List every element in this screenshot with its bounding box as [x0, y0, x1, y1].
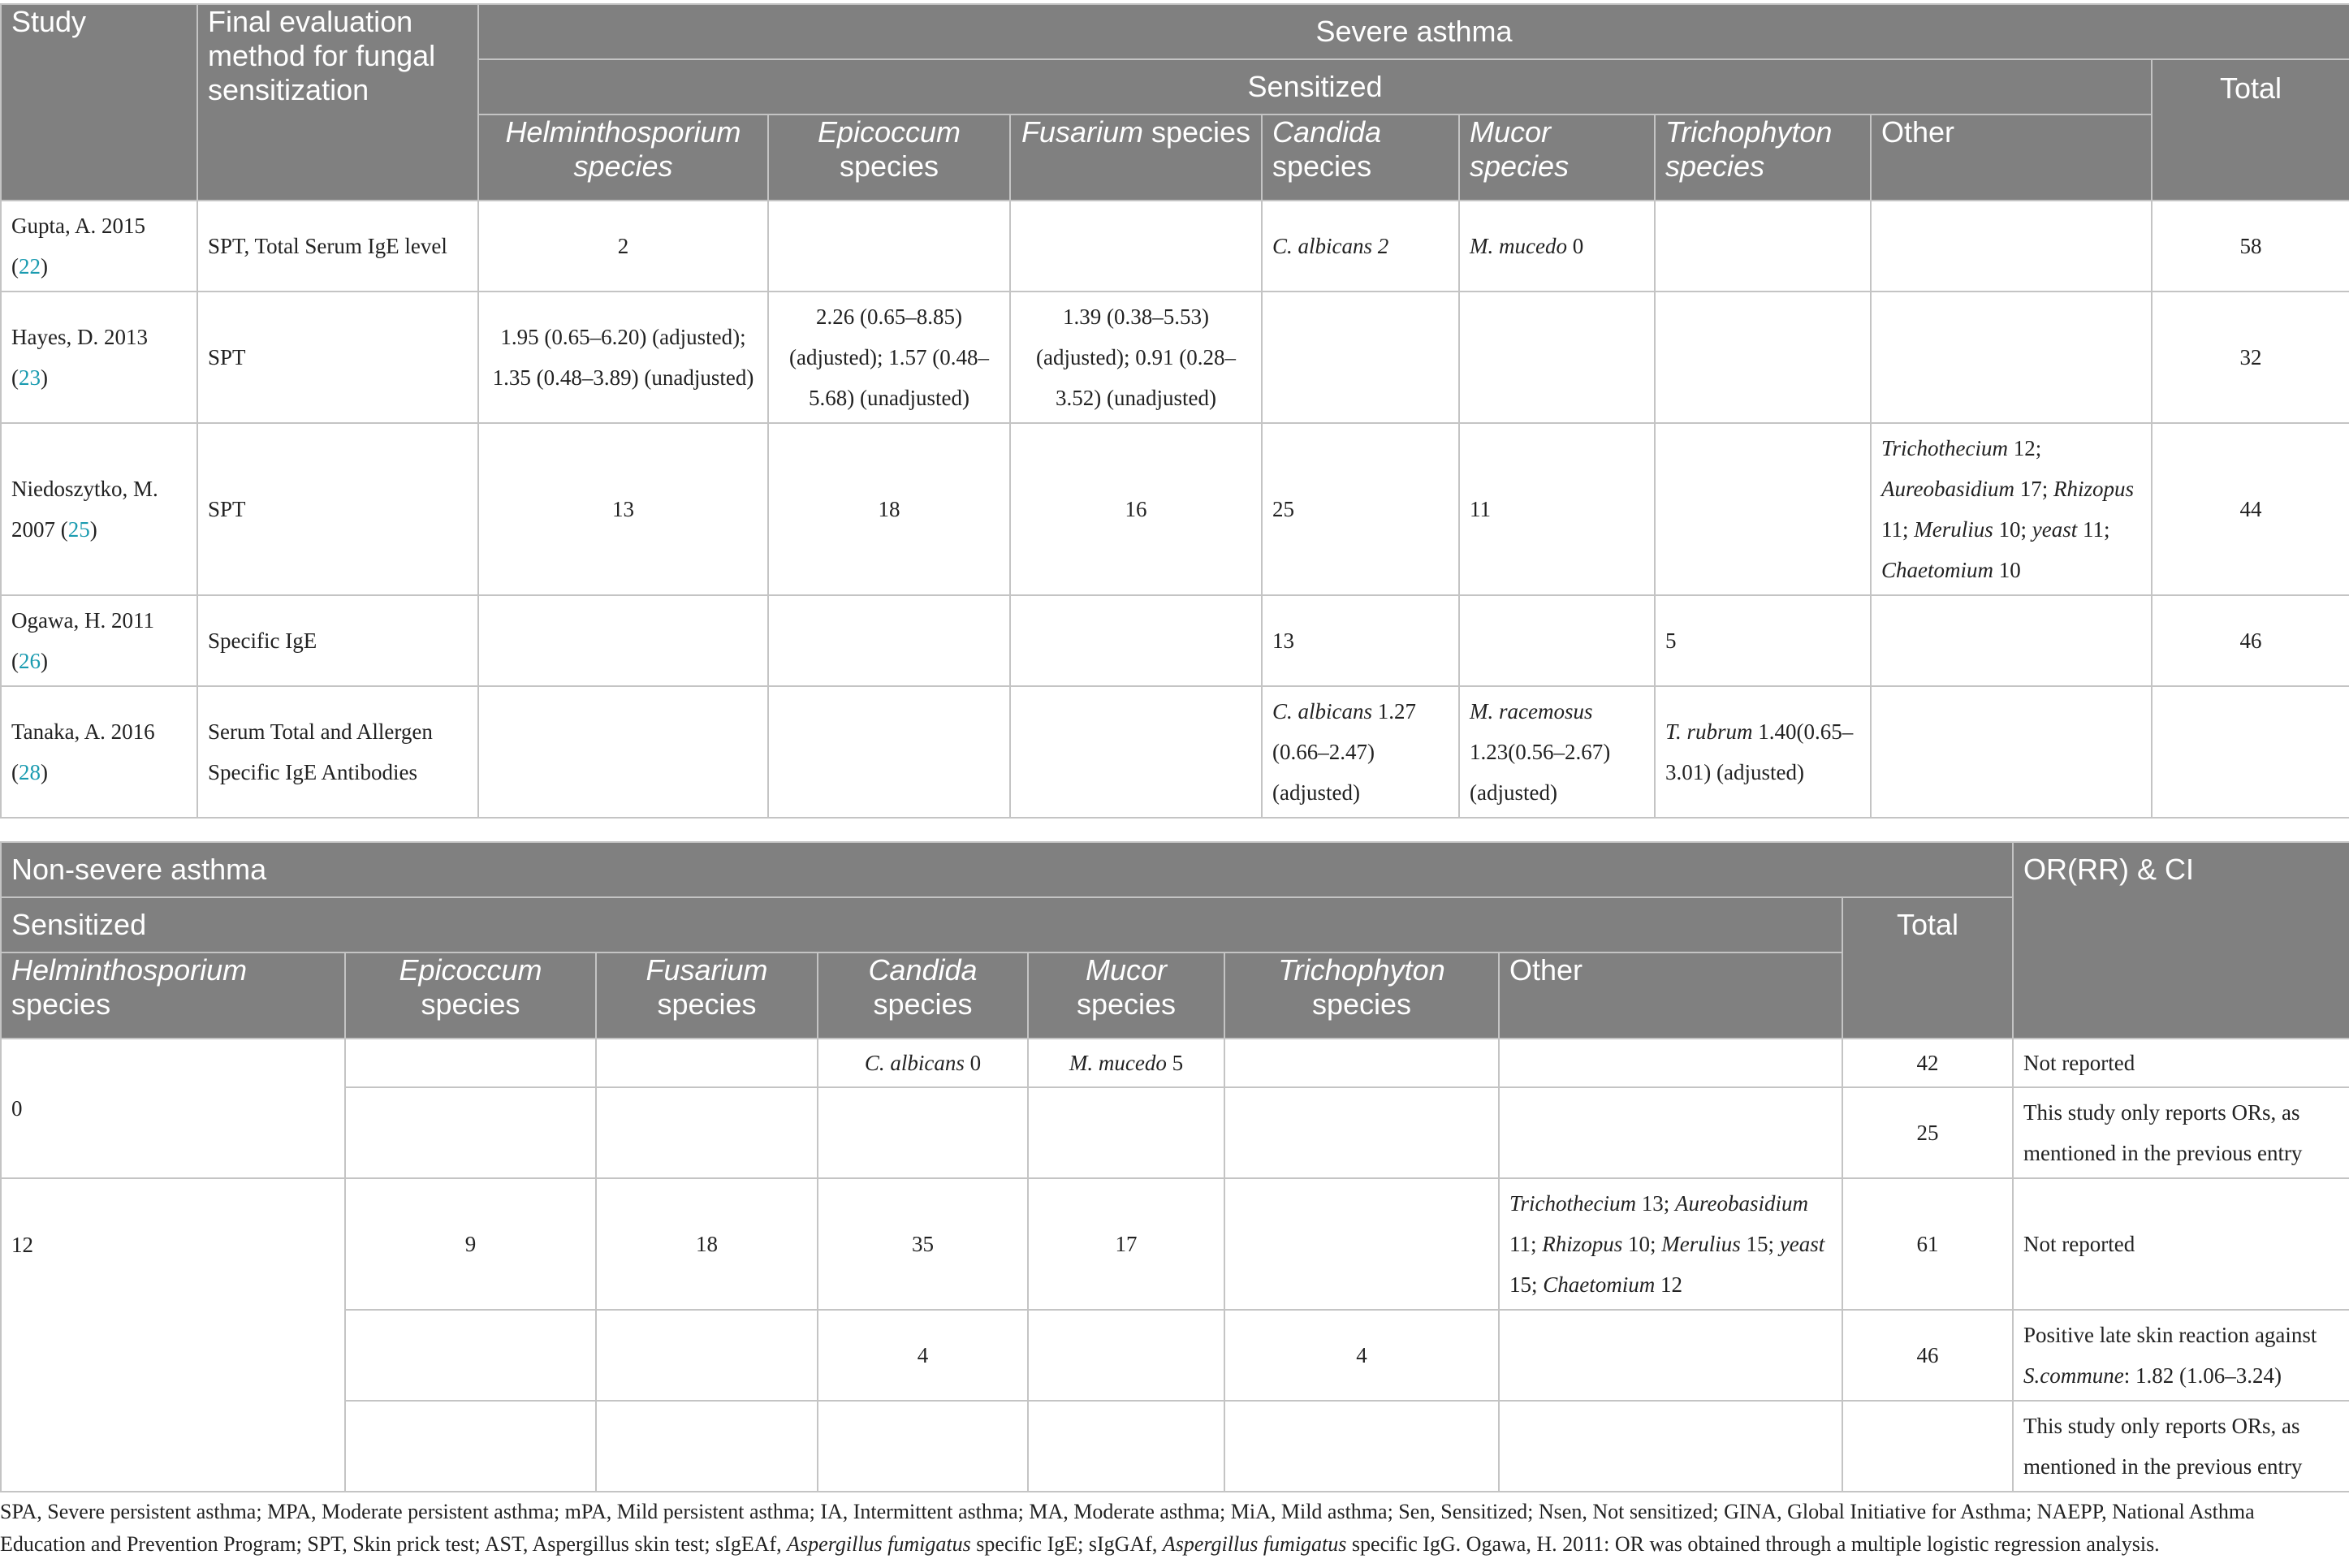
- other-cell: [1499, 1039, 1842, 1087]
- mucor-cell: [1028, 1310, 1224, 1401]
- total-cell: [1842, 1401, 2013, 1492]
- method-cell: Specific IgE: [197, 595, 478, 686]
- header-study: Study: [1, 4, 197, 201]
- epicoccum-cell: [768, 686, 1010, 818]
- epicoccum-cell: [768, 201, 1010, 292]
- header-fusarium: Fusarium species: [596, 952, 818, 1039]
- other-cell: [1871, 201, 2152, 292]
- reference-link[interactable]: 22: [19, 254, 41, 279]
- trichophyton-cell: [1224, 1178, 1499, 1310]
- trichophyton-cell: 4: [1224, 1310, 1499, 1401]
- candida-cell: C. albicans 2: [1262, 201, 1459, 292]
- header-severe-asthma: Severe asthma: [478, 4, 2349, 59]
- header-helminthosporium: Helminthosporium species: [1, 952, 345, 1039]
- total-cell: 32: [2152, 292, 2349, 423]
- header-trichophyton: Trichophyton species: [1224, 952, 1499, 1039]
- study-cell: Gupta, A. 2015 (22): [1, 201, 197, 292]
- or-ci-cell: Not reported: [2013, 1178, 2349, 1310]
- mucor-cell: 17: [1028, 1178, 1224, 1310]
- candida-cell: [818, 1401, 1028, 1492]
- fusarium-cell: 18: [596, 1178, 818, 1310]
- helminthosporium-cell: 12: [1, 1178, 345, 1492]
- table-row: [1, 201, 2349, 292]
- header-sensitized: Sensitized: [1, 897, 1842, 952]
- other-cell: [1499, 1087, 1842, 1178]
- header-non-severe-asthma: Non-severe asthma: [1, 842, 2013, 897]
- header-helminthosporium: Helminthosporium species: [478, 114, 768, 201]
- other-cell: [1499, 1401, 1842, 1492]
- total-cell: 61: [1842, 1178, 2013, 1310]
- study-cell: Hayes, D. 2013 (23): [1, 292, 197, 423]
- other-cell: [1499, 1310, 1842, 1401]
- trichophyton-cell: [1655, 423, 1871, 595]
- mucor-cell: M. mucedo 5: [1028, 1039, 1224, 1087]
- other-cell: [1871, 292, 2152, 423]
- fusarium-cell: [1010, 595, 1262, 686]
- or-ci-cell: This study only reports ORs, as mentioned in the previous entry: [2013, 1087, 2349, 1178]
- total-cell: 46: [1842, 1310, 2013, 1401]
- trichophyton-cell: [1224, 1039, 1499, 1087]
- table-row: [1, 1178, 2349, 1310]
- method-cell: SPT, Total Serum IgE level: [197, 201, 478, 292]
- header-or-ci: OR(RR) & CI: [2013, 842, 2349, 1039]
- epicoccum-cell: [345, 1039, 596, 1087]
- header-mucor: Mucor species: [1028, 952, 1224, 1039]
- header-fusarium: Fusarium species: [1010, 114, 1262, 201]
- non-severe-asthma-table: [0, 841, 2349, 1492]
- total-cell: 46: [2152, 595, 2349, 686]
- candida-cell: 13: [1262, 595, 1459, 686]
- study-cell: Ogawa, H. 2011 (26): [1, 595, 197, 686]
- or-ci-cell: Not reported: [2013, 1039, 2349, 1087]
- other-cell: [1871, 686, 2152, 818]
- fusarium-cell: [1010, 201, 1262, 292]
- header-sensitized: Sensitized: [478, 59, 2152, 114]
- fusarium-cell: 1.39 (0.38–5.53) (adjusted); 0.91 (0.28–3.52) (unadjusted): [1010, 292, 1262, 423]
- other-cell: [1871, 595, 2152, 686]
- mucor-cell: [1028, 1401, 1224, 1492]
- or-ci-cell: Positive late skin reaction against S.commune: 1.82 (1.06–3.24): [2013, 1310, 2349, 1401]
- other-cell: Trichothecium 13; Aureobasidium 11; Rhizopus 10; Merulius 15; yeast 15; Chaetomium 12: [1499, 1178, 1842, 1310]
- reference-link[interactable]: 23: [19, 365, 41, 390]
- header-epicoccum: Epicoccum species: [345, 952, 596, 1039]
- reference-link[interactable]: 26: [19, 649, 41, 673]
- reference-link[interactable]: 28: [19, 760, 41, 784]
- trichophyton-cell: [1224, 1087, 1499, 1178]
- candida-cell: 35: [818, 1178, 1028, 1310]
- header-other: Other: [1871, 114, 2152, 201]
- header-trichophyton: Trichophyton species: [1655, 114, 1871, 201]
- header-mucor: Mucor species: [1459, 114, 1655, 201]
- total-cell: 42: [1842, 1039, 2013, 1087]
- helminthosporium-cell: 2: [478, 201, 768, 292]
- fusarium-cell: [596, 1087, 818, 1178]
- epicoccum-cell: 18: [768, 423, 1010, 595]
- or-ci-cell: This study only reports ORs, as mentioned in the previous entry: [2013, 1401, 2349, 1492]
- mucor-cell: M. mucedo 0: [1459, 201, 1655, 292]
- fusarium-cell: [596, 1401, 818, 1492]
- other-cell: Trichothecium 12; Aureobasidium 17; Rhizopus 11; Merulius 10; yeast 11; Chaetomium 10: [1871, 423, 2152, 595]
- candida-cell: 4: [818, 1310, 1028, 1401]
- table-row: [1, 423, 2349, 595]
- trichophyton-cell: [1655, 201, 1871, 292]
- study-cell: Tanaka, A. 2016 (28): [1, 686, 197, 818]
- table-row: [1, 292, 2349, 423]
- total-cell: 58: [2152, 201, 2349, 292]
- epicoccum-cell: [345, 1310, 596, 1401]
- mucor-cell: [1459, 292, 1655, 423]
- fusarium-cell: [596, 1310, 818, 1401]
- mucor-cell: 11: [1459, 423, 1655, 595]
- helminthosporium-cell: 0: [1, 1039, 345, 1178]
- trichophyton-cell: [1224, 1401, 1499, 1492]
- helminthosporium-cell: 1.95 (0.65–6.20) (adjusted); 1.35 (0.48–3.89) (unadjusted): [478, 292, 768, 423]
- table-row: [1, 686, 2349, 818]
- method-cell: SPT: [197, 292, 478, 423]
- mucor-cell: M. racemosus 1.23(0.56–2.67) (adjusted): [1459, 686, 1655, 818]
- total-cell: 25: [1842, 1087, 2013, 1178]
- helminthosporium-cell: 13: [478, 423, 768, 595]
- table-footnote: SPA, Severe persistent asthma; MPA, Moderate persistent asthma; mPA, Mild persistent asthma; IA, Intermittent asthma; MA, Moderate asthma; MiA, Mild asthma; Sen, Sensitized; Nsen, Not sensitized; GINA, Global Initiative for Asthma; NAEPP, National Asthma Education and Prevention Program; SPT, Skin prick test; AST, Aspergillus skin test; sIgEAf, Aspergillus fumigatus specific IgE; sIgGAf, Aspergillus fumigatus specific IgG. Ogawa, H. 2011: OR was obtained through a multiple logistic regression analysis.: [0, 1500, 2255, 1556]
- helminthosporium-cell: [478, 686, 768, 818]
- table-row: [1, 1310, 2349, 1401]
- candida-cell: C. albicans 0: [818, 1039, 1028, 1087]
- epicoccum-cell: [768, 595, 1010, 686]
- header-candida: Candida species: [1262, 114, 1459, 201]
- fusarium-cell: [1010, 686, 1262, 818]
- candida-cell: C. albicans 1.27 (0.66–2.47) (adjusted): [1262, 686, 1459, 818]
- mucor-cell: [1459, 595, 1655, 686]
- trichophyton-cell: 5: [1655, 595, 1871, 686]
- mucor-cell: [1028, 1087, 1224, 1178]
- table-row: [1, 1401, 2349, 1492]
- header-other: Other: [1499, 952, 1842, 1039]
- header-candida: Candida species: [818, 952, 1028, 1039]
- epicoccum-cell: 2.26 (0.65–8.85) (adjusted); 1.57 (0.48–5.68) (unadjusted): [768, 292, 1010, 423]
- method-cell: Serum Total and Allergen Specific IgE Antibodies: [197, 686, 478, 818]
- header-evaluation-method: Final evaluation method for fungal sensitization: [197, 4, 478, 201]
- epicoccum-cell: [345, 1401, 596, 1492]
- study-cell: Niedoszytko, M. 2007 (25): [1, 423, 197, 595]
- trichophyton-cell: T. rubrum 1.40(0.65–3.01) (adjusted): [1655, 686, 1871, 818]
- total-cell: 44: [2152, 423, 2349, 595]
- reference-link[interactable]: 25: [67, 517, 90, 542]
- epicoccum-cell: 9: [345, 1178, 596, 1310]
- total-cell: [2152, 686, 2349, 818]
- fusarium-cell: [596, 1039, 818, 1087]
- method-cell: SPT: [197, 423, 478, 595]
- header-total: Total: [1842, 897, 2013, 1039]
- candida-cell: [1262, 292, 1459, 423]
- candida-cell: 25: [1262, 423, 1459, 595]
- fusarium-cell: 16: [1010, 423, 1262, 595]
- severe-asthma-table: [0, 3, 2349, 819]
- table-row: [1, 595, 2349, 686]
- helminthosporium-cell: [478, 595, 768, 686]
- epicoccum-cell: [345, 1087, 596, 1178]
- header-epicoccum: Epicoccum species: [768, 114, 1010, 201]
- candida-cell: [818, 1087, 1028, 1178]
- table-row: [1, 1087, 2349, 1178]
- header-total: Total: [2152, 59, 2349, 201]
- trichophyton-cell: [1655, 292, 1871, 423]
- table-row: [1, 1039, 2349, 1087]
